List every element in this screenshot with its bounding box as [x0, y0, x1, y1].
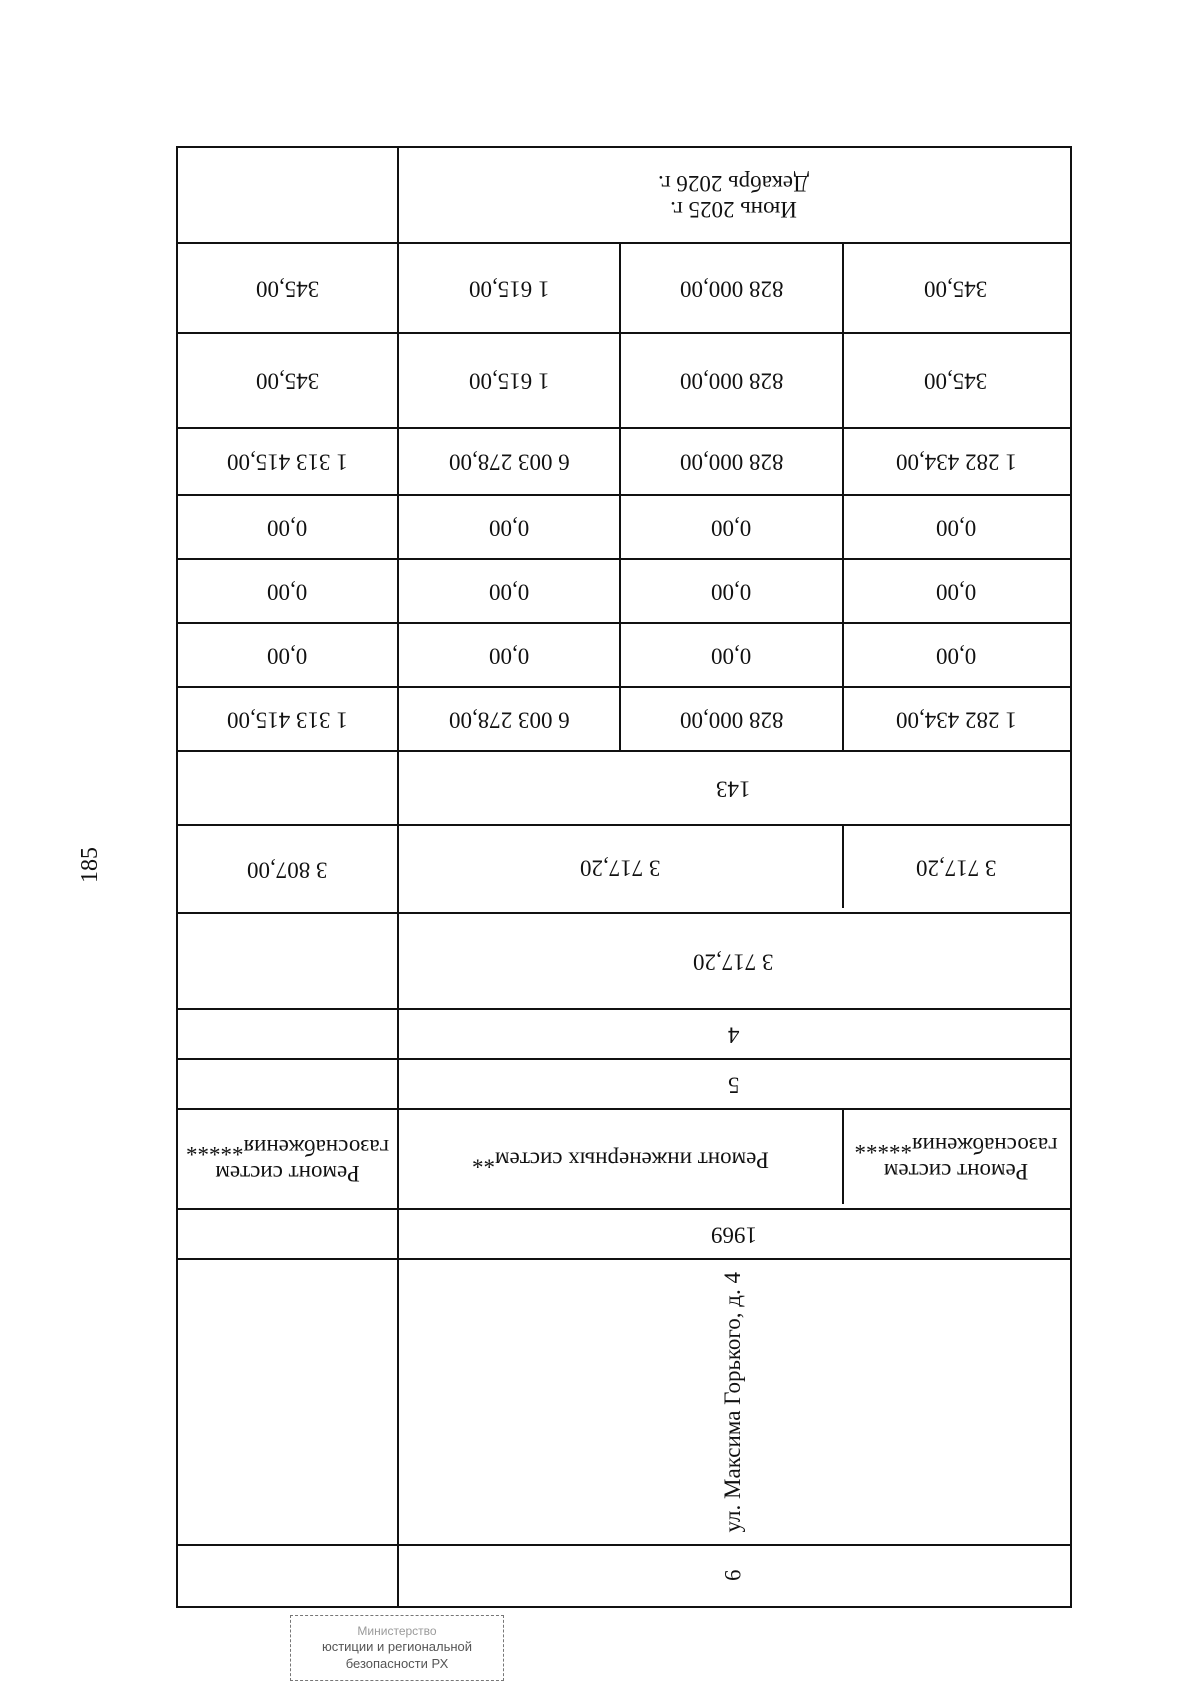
cell-col3: 0,00 — [711, 515, 752, 541]
cell-col2: 0,00 — [488, 515, 530, 541]
floors-cell: 4 — [727, 1022, 740, 1048]
cell-col1: 1 313 415,00 — [227, 449, 348, 475]
cell-col1: 0,00 — [267, 579, 308, 605]
period-cell: Июнь 2025 г. Декабрь 2026 г. — [658, 170, 809, 222]
cell-col4: 0,00 — [935, 515, 977, 541]
cell-col2: 0,00 — [488, 643, 530, 669]
address-cell: ул. Максима Горького, д. 4 — [720, 1271, 746, 1533]
row-index-cell: 6 — [720, 1569, 746, 1581]
cell-col3: 0,00 — [711, 579, 752, 605]
cell-col2: 1 615,00 — [468, 276, 550, 302]
cell-col3: 0,00 — [711, 643, 752, 669]
cell-col3: 828 000,00 — [679, 707, 784, 733]
cell-col1: 0,00 — [267, 643, 308, 669]
cell-col1: 3 807,00 — [247, 857, 328, 883]
page-number: 185 — [76, 847, 103, 883]
cell-col4: 1 282 434,00 — [895, 707, 1017, 733]
cell-col3: 828 000,00 — [679, 449, 784, 475]
cell-col2: 0,00 — [488, 579, 530, 605]
entrances-cell: 5 — [727, 1072, 740, 1098]
cell-col1: 345,00 — [255, 276, 320, 302]
cell-col2: 6 003 278,00 — [448, 707, 570, 733]
cell-col2: 1 615,00 — [468, 368, 550, 394]
cell-col4: 345,00 — [924, 368, 988, 394]
total-area-cell: 3 717,20 — [693, 949, 774, 975]
repair-schedule-table — [176, 146, 1072, 1608]
cell-col4-work-type: Ремонт систем газоснабжения***** — [854, 1132, 1058, 1184]
column-divider — [842, 1108, 844, 1204]
cell-col2: 6 003 278,00 — [448, 449, 570, 475]
cell-col23-work-type: Ремонт инженерных систем** — [472, 1147, 769, 1173]
cell-col4: 0,00 — [935, 579, 977, 605]
cell-col3: 828 000,00 — [679, 368, 784, 394]
cell-col3: 828 000,00 — [679, 276, 784, 302]
cell-col1: 0,00 — [267, 515, 308, 541]
cell-col4: 345,00 — [924, 276, 988, 302]
cell-col4: 0,00 — [935, 643, 977, 669]
cell-col23: 3 717,20 — [580, 855, 661, 881]
cell-col1-work-type: Ремонт систем газоснабжения***** — [186, 1134, 390, 1186]
apartments-count-cell: 143 — [716, 776, 751, 802]
cell-col1: 1 313 415,00 — [227, 707, 348, 733]
cell-col4: 1 282 434,00 — [895, 449, 1017, 475]
registration-stamp: Министерство юстиции и региональной безопасности РХ — [290, 1615, 504, 1681]
cell-col1: 345,00 — [255, 368, 320, 394]
build-year-cell: 1969 — [710, 1222, 757, 1248]
cell-col4: 3 717,20 — [915, 855, 997, 881]
